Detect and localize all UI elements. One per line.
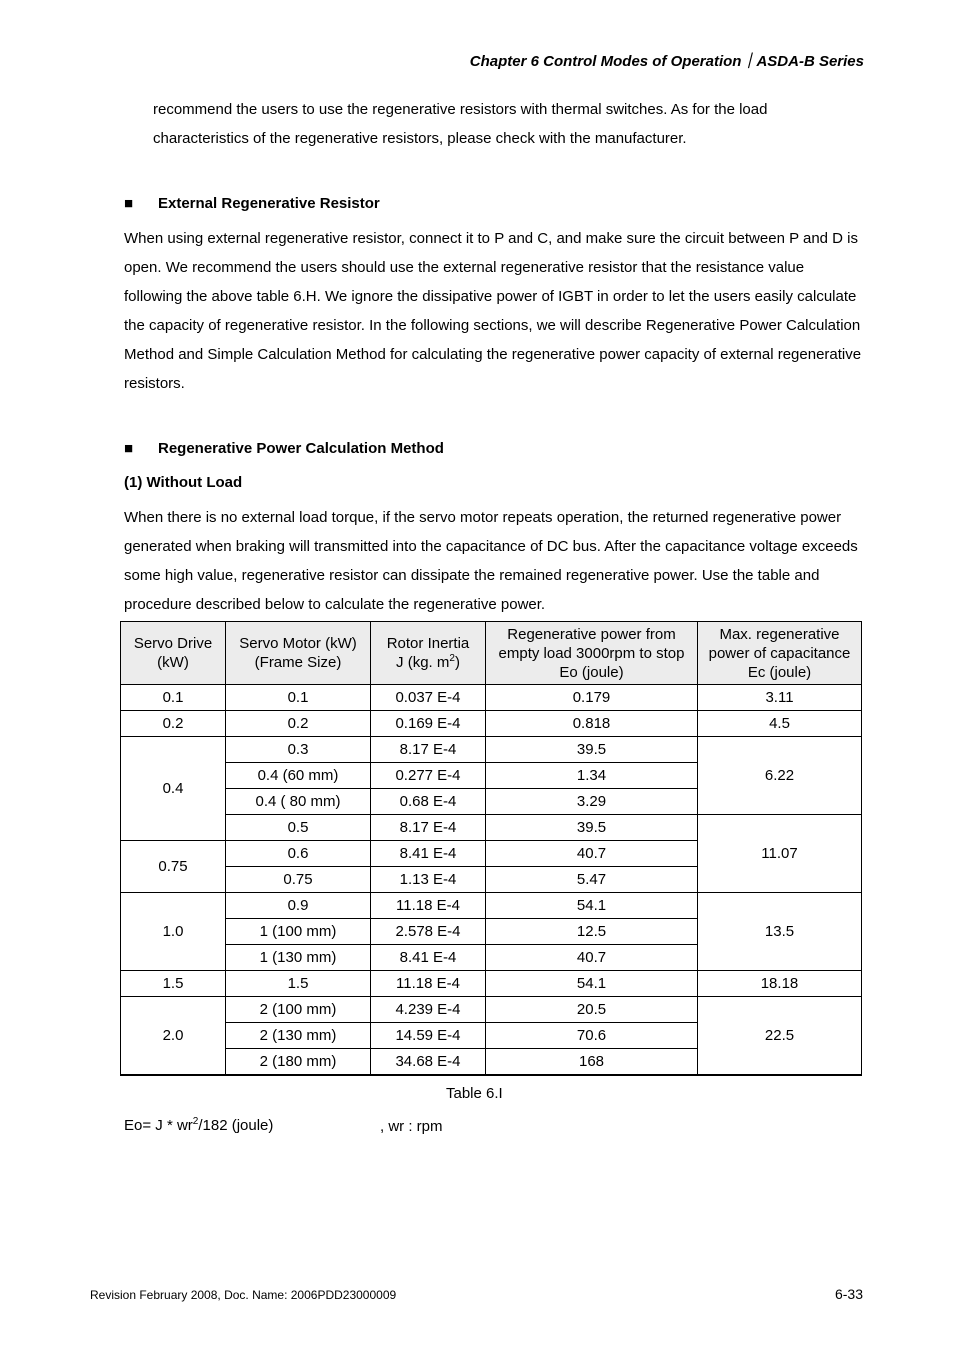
- cell-drive: 2.0: [121, 997, 226, 1076]
- cell-drive: 0.1: [121, 685, 226, 711]
- cell-eo: 70.6: [486, 1023, 698, 1049]
- cell-motor: 1 (130 mm): [226, 945, 371, 971]
- bullet-square-icon: ■: [124, 440, 134, 457]
- cell-eo: 12.5: [486, 919, 698, 945]
- cell-inertia: 8.17 E-4: [371, 737, 486, 763]
- cell-inertia: 0.037 E-4: [371, 685, 486, 711]
- section-heading-external-resistor: [124, 195, 380, 212]
- cell-inertia: 11.18 E-4: [371, 971, 486, 997]
- external-resistor-paragraph: When using external regenerative resistor, connect it to P and C, and make sure the circuit between P and D is open. We recommend the users should use the external regenerative resistor that the resistance value following the above table 6.H. We ignore the dissipative power of IGBT in order to let the users easily calculate the capacity of regenerative resistor. In the following sections, we will describe Regenerative Power Calculation Method and Simple Calculation Method for calculating the regenerative power capacity of external regenerative resistors.: [124, 230, 862, 392]
- cell-inertia: 11.18 E-4: [371, 893, 486, 919]
- cell-drive: 1.0: [121, 893, 226, 971]
- cell-drive: 0.4: [121, 737, 226, 841]
- table-header-row: [121, 622, 862, 685]
- cell-inertia: 0.277 E-4: [371, 763, 486, 789]
- header-servo-motor: Servo Motor (kW) (Frame Size): [226, 622, 371, 685]
- header-max-regenerative-ec: Max. regenerative power of capacitance Ec (joule): [698, 622, 862, 685]
- cell-motor: 2 (180 mm): [226, 1049, 371, 1076]
- cell-ec: 4.5: [698, 711, 862, 737]
- cell-eo: 39.5: [486, 815, 698, 841]
- cell-motor: 0.9: [226, 893, 371, 919]
- cell-motor: 0.4 (60 mm): [226, 763, 371, 789]
- cell-inertia: 1.13 E-4: [371, 867, 486, 893]
- table-row: [121, 685, 862, 711]
- cell-eo: 5.47: [486, 867, 698, 893]
- cell-motor: 0.3: [226, 737, 371, 763]
- cell-ec: 22.5: [698, 997, 862, 1076]
- cell-motor: 0.2: [226, 711, 371, 737]
- cell-inertia: 34.68 E-4: [371, 1049, 486, 1076]
- cell-eo: 39.5: [486, 737, 698, 763]
- bullet-square-icon: ■: [124, 195, 134, 212]
- cell-eo: 40.7: [486, 841, 698, 867]
- cell-drive: 1.5: [121, 971, 226, 997]
- page-number: 6-33: [834, 1286, 863, 1302]
- cell-ec: 18.18: [698, 971, 862, 997]
- table-row: [121, 997, 862, 1023]
- cell-eo: 20.5: [486, 997, 698, 1023]
- table-row: [121, 893, 862, 919]
- table-row: [121, 971, 862, 997]
- section-heading-calculation-method: [124, 440, 444, 457]
- cell-inertia: 4.239 E-4: [371, 997, 486, 1023]
- intro-paragraph: recommend the users to use the regenerative resistors with thermal switches. As for the load characteristics of the regenerative resistors, please check with the manufacturer.: [153, 101, 768, 147]
- regenerative-power-table: [120, 621, 862, 1076]
- cell-motor: 2 (100 mm): [226, 997, 371, 1023]
- cell-eo: 0.179: [486, 685, 698, 711]
- cell-eo: 40.7: [486, 945, 698, 971]
- cell-motor: 2 (130 mm): [226, 1023, 371, 1049]
- header-servo-drive: Servo Drive (kW): [121, 622, 226, 685]
- cell-inertia: 14.59 E-4: [371, 1023, 486, 1049]
- header-regenerative-power-eo: Regenerative power from empty load 3000rpm to stop Eo (joule): [486, 622, 698, 685]
- cell-ec: 11.07: [698, 815, 862, 893]
- cell-ec: 13.5: [698, 893, 862, 971]
- cell-drive: 0.2: [121, 711, 226, 737]
- footer-revision: Revision February 2008, Doc. Name: 2006PDD23000009: [90, 1288, 397, 1302]
- cell-motor: 0.6: [226, 841, 371, 867]
- cell-eo: 3.29: [486, 789, 698, 815]
- cell-motor: 1.5: [226, 971, 371, 997]
- table-row: [121, 711, 862, 737]
- subsection-title-without-load: (1) Without Load: [124, 474, 243, 491]
- cell-inertia: 0.68 E-4: [371, 789, 486, 815]
- table-row: [121, 815, 862, 841]
- cell-eo: 1.34: [486, 763, 698, 789]
- cell-ec: 6.22: [698, 737, 862, 815]
- cell-inertia: 8.41 E-4: [371, 841, 486, 867]
- cell-inertia: 8.17 E-4: [371, 815, 486, 841]
- without-load-paragraph: When there is no external load torque, if the servo motor repeats operation, the returned regenerative power generated when braking will transmitted into the capacitance of DC bus. After the capacitance voltage exceeds some high value, regenerative resistor can dissipate the remained regenerative power. Use the table and procedure described below to calculate the regenerative power.: [124, 509, 858, 613]
- section-title: External Regenerative Resistor: [158, 195, 380, 212]
- formula-unit-note: , wr : rpm: [380, 1118, 443, 1135]
- cell-inertia: 8.41 E-4: [371, 945, 486, 971]
- header-rotor-inertia: Rotor Inertia J (kg. $m^2$): [371, 622, 486, 685]
- cell-motor: 0.75: [226, 867, 371, 893]
- page-header: Chapter 6 Control Modes of Operation｜ASDA-B Series: [469, 53, 864, 70]
- cell-motor: 1 (100 mm): [226, 919, 371, 945]
- cell-eo: 0.818: [486, 711, 698, 737]
- table-caption: Table 6.I: [446, 1085, 503, 1102]
- cell-eo: 54.1: [486, 893, 698, 919]
- cell-inertia: 0.169 E-4: [371, 711, 486, 737]
- cell-ec: 3.11: [698, 685, 862, 711]
- cell-motor: 0.4 ( 80 mm): [226, 789, 371, 815]
- cell-eo: 168: [486, 1049, 698, 1076]
- cell-inertia: 2.578 E-4: [371, 919, 486, 945]
- formula-eo: $Eo= J * wr^2/182$ (joule): [124, 1116, 274, 1134]
- cell-eo: 54.1: [486, 971, 698, 997]
- cell-drive: 0.75: [121, 841, 226, 893]
- cell-motor: 0.1: [226, 685, 371, 711]
- section-title: Regenerative Power Calculation Method: [158, 440, 444, 457]
- table-row: [121, 737, 862, 763]
- cell-motor: 0.5: [226, 815, 371, 841]
